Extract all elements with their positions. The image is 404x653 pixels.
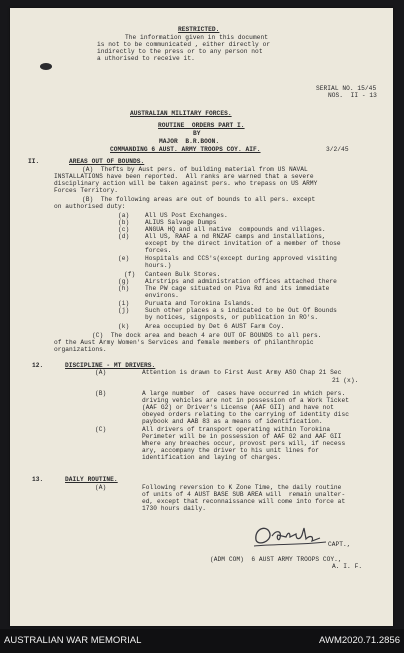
paragraph-line: paybook and AAB 83 as a means of identification. [142, 418, 323, 425]
list-letter: (C) [95, 426, 107, 433]
list-letter: (j) [118, 307, 130, 314]
paragraph-line: organizations. [54, 346, 107, 353]
list-letter: (b) [118, 219, 130, 226]
list-letter: (d) [118, 233, 130, 240]
paragraph-line: of the Aust Army Women's Services and female members of philanthropic [54, 339, 314, 346]
handwritten-signature [250, 520, 328, 550]
list-item: All US, RAAF a nd RNZAF camps and installations, [145, 233, 326, 240]
paragraph-line: A large number of cases have occurred in which pers. [142, 390, 346, 397]
paragraph-line: Where any breaches occur, provost pers will, if necess [142, 440, 346, 447]
paragraph-line: disciplinary action will be taken against pers. who trepass on US ARMY [54, 180, 318, 187]
by-line: BY [193, 130, 201, 137]
list-item: ALIUS Salvage Dumps [145, 219, 217, 226]
archive-footer [0, 629, 404, 653]
restricted-line: indirectly to the press or to any person not [97, 48, 263, 55]
list-item: Canteen Bulk Stores. [145, 271, 221, 278]
section-heading: DAILY ROUTINE. [65, 476, 118, 483]
order-numbers: NOS. II - 13 [328, 92, 377, 99]
restricted-line: is not to be communicated , either directly or [97, 41, 271, 48]
paragraph-line: (A) Thefts by Aust pers. of building material from US NAVAL [82, 166, 308, 173]
paragraph-line: (AAF G2) or Driver's License (AAF GII) and have not [142, 404, 334, 411]
paragraph-line: ed, except that reconnaissance will come into force at [142, 498, 346, 505]
paragraph-line: INSTALLATIONS have been reported. All ranks are warned that a severe [54, 173, 314, 180]
list-item: hours.) [145, 262, 172, 269]
restricted-line: The information given in this document [125, 34, 268, 41]
list-item: Hospitals and CCS's(except during approved visiting [145, 255, 337, 262]
list-letter: (a) [118, 212, 130, 219]
signature-aif: A. I. F. [332, 563, 363, 570]
list-letter: (h) [118, 285, 130, 292]
list-item: by notices, signposts, or publication in RO's. [145, 314, 319, 321]
section-number: II. [28, 158, 40, 165]
restricted-line: a uthorised to receive it. [97, 55, 195, 62]
paragraph-line: All drivers of transport operating within Torokina [142, 426, 331, 433]
paragraph-line: 21 (x). [332, 377, 359, 384]
signature-unit: (ADM COM) 6 AUST ARMY TROOPS COY., [210, 556, 342, 563]
order-date: 3/2/45 [326, 146, 349, 153]
list-letter: (g) [118, 278, 130, 285]
paragraph-line: Perimeter will be in possession of AAF G2 and AAF GII [142, 433, 342, 440]
section-number: 12. [32, 362, 44, 369]
section-number: 13. [32, 476, 44, 483]
list-item: The PW cage situated on Piva Rd and its immediate [145, 285, 330, 292]
paragraph-line: (C) The dock area and beach 4 are OUT OF BOUNDS to all pers. [92, 332, 322, 339]
paragraph-line: on authorised duty: [54, 203, 126, 210]
list-item: Airstrips and administration offices attached there [145, 278, 337, 285]
paragraph-line: obeyed orders relating to the carrying of identity disc [142, 411, 349, 418]
document-sheet [10, 8, 393, 626]
paragraph-line: of units of 4 AUST BASE SUB AREA will remain unalter- [142, 491, 346, 498]
paragraph-line: Following reversion to K Zone Time, the daily routine [142, 484, 342, 491]
capt-title: CAPT., [328, 541, 351, 548]
command-line: COMMANDING 6 AUST. ARMY TROOPS COY. AIF. [110, 146, 261, 153]
list-item: except by the direct invitation of a member of those [145, 240, 341, 247]
list-letter: (A) [95, 369, 107, 376]
section-heading: AREAS OUT OF BOUNDS. [69, 158, 145, 165]
footer-institution: AUSTRALIAN WAR MEMORIAL [4, 635, 142, 646]
list-item: All US Post Exchanges. [145, 212, 228, 219]
footer-accession-number: AWM2020.71.2856 [319, 635, 400, 646]
punch-hole [40, 63, 52, 70]
list-letter: (k) [118, 323, 130, 330]
paragraph-line: Attention is drawn to First Aust Army ASO Chap 21 Sec [142, 369, 342, 376]
list-item: Such other places a s indicated to be Out Of Bounds [145, 307, 337, 314]
paragraph-line: 1730 hours daily. [142, 505, 206, 512]
list-letter: (e) [118, 255, 130, 262]
list-letter: (f) [124, 271, 136, 278]
section-heading: DISCIPLINE - MT DRIVERS. [65, 362, 156, 369]
list-letter: (A) [95, 484, 107, 491]
paragraph-line: identification and laying of charges. [142, 454, 282, 461]
list-letter: (c) [118, 226, 130, 233]
list-letter: (i) [118, 300, 130, 307]
orders-title: ROUTINE ORDERS PART I. [158, 122, 245, 129]
list-item: forces. [145, 247, 172, 254]
list-item: Area occupied by Det 6 AUST Farm Coy. [145, 323, 285, 330]
restricted-title: RESTRICTED. [178, 26, 220, 33]
paragraph-line: ary, accompany the driver to his unit lines for [142, 447, 319, 454]
force-title: AUSTRALIAN MILITARY FORCES. [130, 110, 232, 117]
officer-name: MAJOR B.R.BOON. [159, 138, 220, 145]
list-letter: (B) [95, 390, 107, 397]
list-item: ANGUA HQ and all native compounds and villages. [145, 226, 326, 233]
paragraph-line: driving vehicles are not in possession of a Work Ticket [142, 397, 349, 404]
serial-number: SERIAL NO. 15/45 [316, 85, 377, 92]
list-item: Puruata and Torokina Islands. [145, 300, 255, 307]
paragraph-line: Forces Territory. [54, 187, 118, 194]
list-item: environs. [145, 292, 179, 299]
paragraph-line: (B) The following areas are out of bounds to all pers. except [82, 196, 316, 203]
